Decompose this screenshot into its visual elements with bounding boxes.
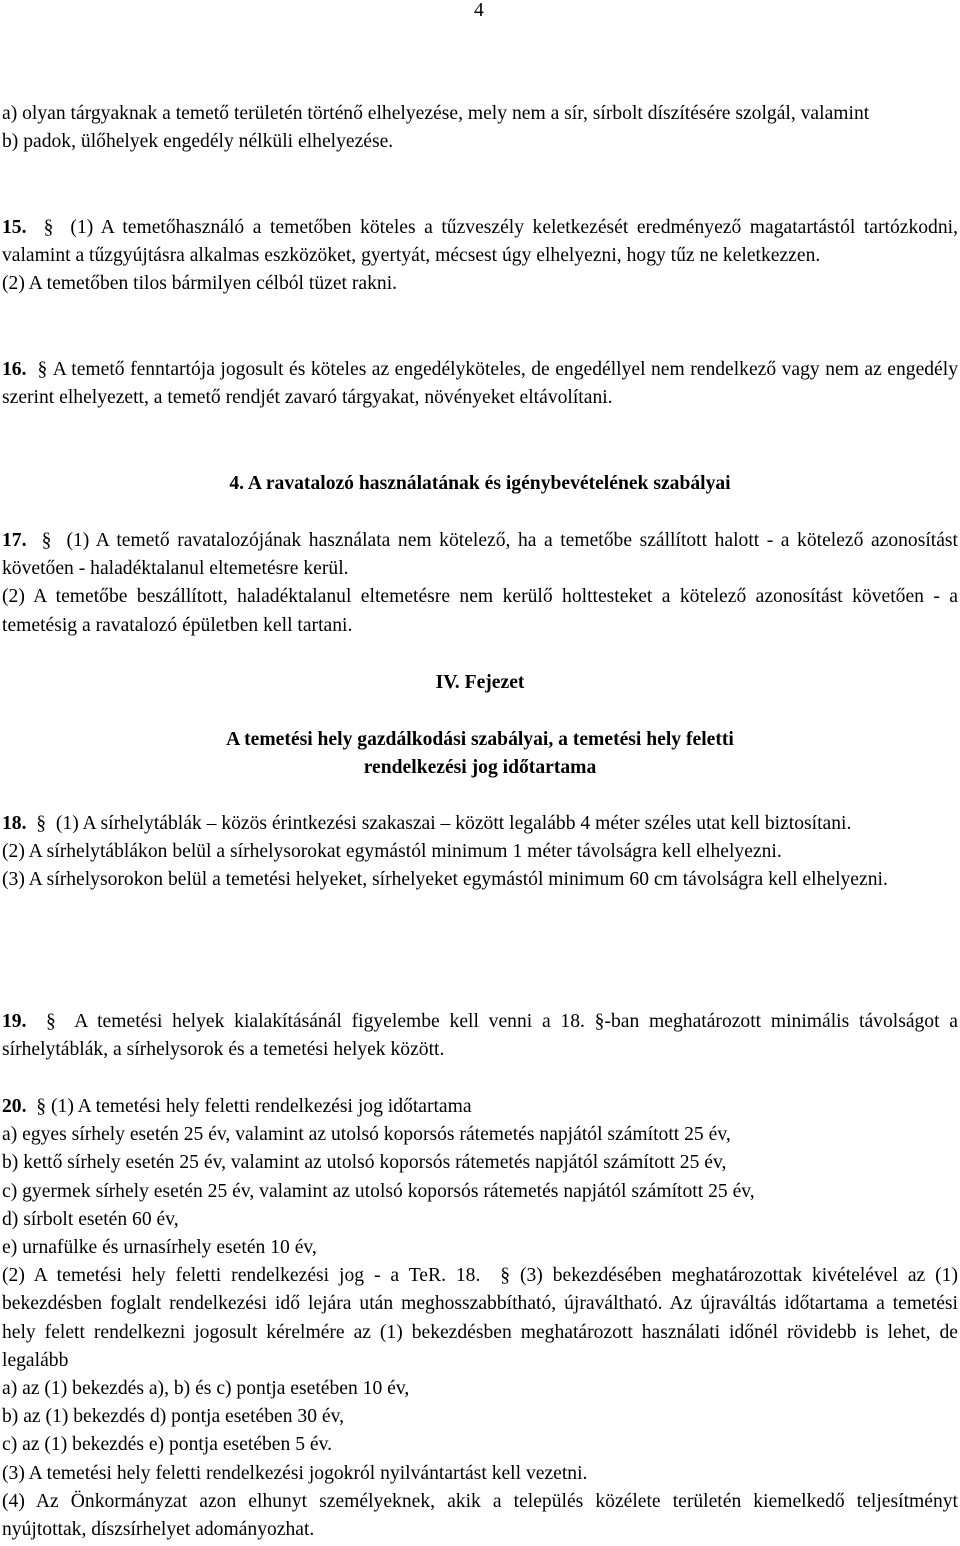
section-19-text-b: -ban meghatározott minimális távolságot a sírhelytáblák, a sírhelysorok és a temetési helyek között. <box>2 1011 959 1061</box>
section-symbol: § <box>36 813 47 834</box>
section-symbol: § <box>43 217 54 238</box>
section-17-paragraph-1 <box>2 527 958 583</box>
section-symbol: § <box>46 1011 56 1032</box>
section-15-text-1: (1) A temetőhasználó a temetőben köteles a tűzveszély keletkezését eredményező magatartástól tartózkodni, valamint a tűzgyújtásra alkalmas eszközöket, gyertyát, mécsest úgy elhelyezni, hogy tűz ne keletkezzen. <box>2 217 958 267</box>
section-19 <box>2 1008 958 1064</box>
chapter-title-line-1: A temetési hely gazdálkodási szabályai, a temetési hely feletti <box>226 729 734 750</box>
section-15-number: 15. <box>2 217 27 238</box>
intro-item-a: a) olyan tárgyaknak a temető területén történő elhelyezése, mely nem a sír, sírbolt díszítésére szolgál, valamint <box>2 103 870 124</box>
section-19-text-a: A temetési helyek kialakításánál figyelembe kell venni a 18. <box>74 1011 585 1032</box>
section-20-number: 20. <box>2 1096 27 1117</box>
section-20-list-item-a: a) az (1) bekezdés a), b) és c) pontja esetében 10 év, <box>2 1378 410 1400</box>
section-20-item-e: e) urnafülke és urnasírhely esetén 10 év, <box>2 1237 317 1259</box>
section-20-text-2a: (2) A temetési hely feletti rendelkezési jog - a TeR. 18. <box>2 1265 481 1287</box>
section-20-paragraph-4: (4) Az Önkormányzat azon elhunyt személyeknek, akik a település közélete területén kiemelkedő teljesítményt nyújtottak, díszsírhelyet adományozhat. <box>2 1490 958 1541</box>
section-16 <box>2 356 958 412</box>
section-20-paragraph-1 <box>2 1093 958 1121</box>
section-16-number: 16. <box>2 359 27 380</box>
section-18 <box>2 810 958 895</box>
section-15-paragraph-1 <box>2 214 958 270</box>
section-20-item-c: c) gyermek sírhely esetén 25 év, valamint az utolsó koporsós rátemetés napjától számított 25 év, <box>2 1180 755 1202</box>
section-18-paragraph-3: (3) A sírhelysorokon belül a temetési helyeket, sírhelyeket egymástól minimum 60 cm távolságra kell elhelyezni. <box>2 869 888 891</box>
section-15-paragraph-2: (2) A temetőben tilos bármilyen célból tüzet rakni. <box>2 273 398 295</box>
section-symbol: § <box>41 530 52 551</box>
section-17-paragraph-2: (2) A temetőbe beszállított, haladéktalanul eltemetésre nem kerülő holttesteket a kötelező azonosítást követően - a temetésig a ravatalozó épületben kell tartani. <box>2 586 958 636</box>
section-16-text-1: A temető fenntartója jogosult és köteles az engedélyköteles, de engedéllyel nem rendelkező vagy nem az engedély szerint elhelyezett, a temető rendjét zavaró tárgyakat, növényeket eltávolítani. <box>2 359 958 409</box>
section-15 <box>2 214 958 299</box>
section-symbol: § <box>37 359 48 380</box>
section-18-paragraph-2: (2) A sírhelytáblákon belül a sírhelysorokat egymástól minimum 1 méter távolságra kell elhelyezni. <box>2 841 782 863</box>
section-symbol: § <box>36 1096 47 1117</box>
section-16-paragraph-1 <box>2 356 958 412</box>
section-20-item-a: a) egyes sírhely esetén 25 év, valamint az utolsó koporsós rátemetés napjától számított 25 év, <box>2 1124 731 1146</box>
section-20-list-item-b: b) az (1) bekezdés d) pontja esetében 30 év, <box>2 1406 345 1428</box>
section-20-paragraph-2 <box>2 1262 958 1375</box>
section-20-item-b: b) kettő sírhely esetén 25 év, valamint az utolsó koporsós rátemetés napjától számított 25 év, <box>2 1152 727 1174</box>
section-20-item-d: d) sírbolt esetén 60 év, <box>2 1208 179 1230</box>
section-17-number: 17. <box>2 530 27 551</box>
section-20-paragraph-3: (3) A temetési hely feletti rendelkezési jogokról nyilvántartást kell vezetni. <box>2 1462 588 1484</box>
chapter-number: IV. Fejezet <box>435 672 525 693</box>
section-symbol: § <box>594 1011 605 1032</box>
section-20-text-2b: (3) bekezdésében meghatározottak kivételével az (1) bekezdésben foglalt rendelkezési idő lejára után meghosszabbítható, újraváltható. Az újraváltás időtartama a temetési hely felett rendelkezni jogosult kérelmére az (1) bekezdésben meghatározott használati időnél rövidebb is lehet, de legalább <box>2 1265 959 1371</box>
section-17-text-1: (1) A temető ravatalozójának használata nem kötelező, ha a temetőbe szállított halott - a kötelező azonosítást követően - haladéktalanul eltemetésre kerül. <box>2 530 959 580</box>
section-18-paragraph-1 <box>2 810 958 838</box>
intro-block <box>2 100 958 156</box>
section-19-number: 19. <box>2 1011 27 1032</box>
section-18-text-1: (1) A sírhelytáblák – közös érintkezési szakaszai – között legalább 4 méter széles utat kell biztosítani. <box>55 813 852 834</box>
page-number: 4 <box>474 0 484 21</box>
section-heading-4: 4. A ravatalozó használatának és igénybevételének szabályai <box>229 473 731 494</box>
section-19-paragraph-1 <box>2 1008 958 1064</box>
section-17 <box>2 527 958 640</box>
section-20-list-item-c: c) az (1) bekezdés e) pontja esetében 5 év. <box>2 1434 333 1456</box>
section-18-number: 18. <box>2 813 27 834</box>
chapter-title-line-2: rendelkezési jog időtartama <box>363 757 597 778</box>
section-20-text-1: (1) A temetési hely feletti rendelkezési jog időtartama <box>51 1096 472 1117</box>
section-symbol: § <box>500 1265 511 1287</box>
section-20 <box>2 1093 958 1544</box>
intro-item-b: b) padok, ülőhelyek engedély nélküli elhelyezése. <box>2 131 394 153</box>
